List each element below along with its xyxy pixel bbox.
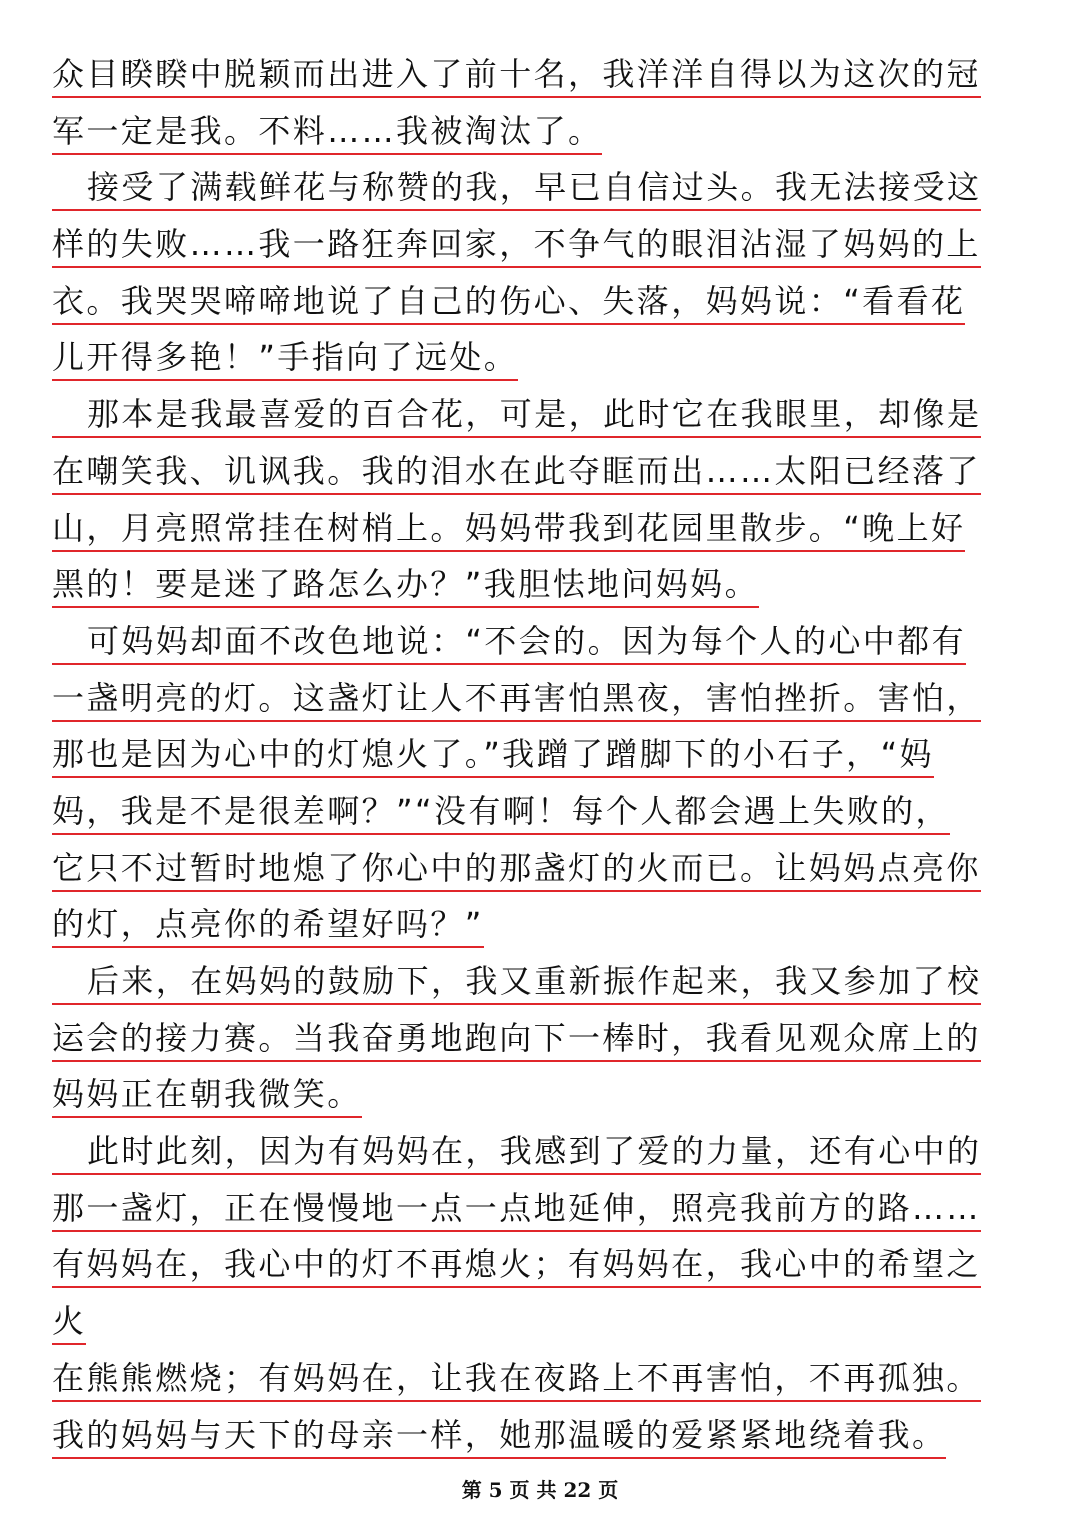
line-text: 后来，在妈妈的鼓励下，我又重新振作起来，我又参加了校 — [52, 961, 981, 1005]
text-line-14 — [52, 787, 1032, 844]
text-line-6 — [52, 333, 1032, 390]
line-text: 那一盏灯，正在慢慢地一点一点地延伸，照亮我前方的路…… — [52, 1188, 981, 1232]
text-line-22 — [52, 1240, 1032, 1297]
text-line-20 — [52, 1127, 1032, 1184]
text-line-24 — [52, 1354, 1032, 1411]
line-text: 可妈妈却面不改色地说：“不会的。因为每个人的心中都有 — [52, 621, 966, 665]
page-number-footer: 第 5 页 共 22 页 — [461, 1478, 619, 1502]
line-text: 火 — [52, 1301, 86, 1345]
line-text: 接受了满载鲜花与称赞的我，早已自信过头。我无法接受这 — [52, 167, 981, 211]
line-text: 军一定是我。不料……我被淘汰了。 — [52, 111, 602, 155]
line-text: 一盏明亮的灯。这盏灯让人不再害怕黑夜，害怕挫折。害怕， — [52, 678, 981, 722]
line-text: 我的妈妈与天下的母亲一样，她那温暖的爱紧紧地绕着我。 — [52, 1415, 946, 1459]
text-line-23 — [52, 1297, 1032, 1354]
line-text: 儿开得多艳！”手指向了远处。 — [52, 337, 518, 381]
line-text: 黑的！要是迷了路怎么办？”我胆怯地问妈妈。 — [52, 564, 759, 608]
line-text: 山，月亮照常挂在树梢上。妈妈带我到花园里散步。“晚上好 — [52, 508, 965, 552]
line-text: 妈，我是不是很差啊？”“没有啊！每个人都会遇上失败的， — [52, 791, 950, 835]
text-line-9 — [52, 504, 1032, 561]
line-text: 样的失败……我一路狂奔回家，不争气的眼泪沾湿了妈妈的上 — [52, 224, 981, 268]
line-text: 那也是因为心中的灯熄火了。”我蹭了蹭脚下的小石子，“妈 — [52, 734, 934, 778]
line-text: 妈妈正在朝我微笑。 — [52, 1074, 362, 1118]
text-line-3 — [52, 163, 1032, 220]
text-line-17 — [52, 957, 1032, 1014]
line-text: 那本是我最喜爱的百合花，可是，此时它在我眼里，却像是 — [52, 394, 981, 438]
line-text: 众目睽睽中脱颖而出进入了前十名，我洋洋自得以为这次的冠 — [52, 54, 981, 98]
text-line-11 — [52, 617, 1032, 674]
text-line-13 — [52, 730, 1032, 787]
text-line-8 — [52, 447, 1032, 504]
text-line-18 — [52, 1014, 1032, 1071]
text-line-5 — [52, 277, 1032, 334]
line-text: 的灯，点亮你的希望好吗？” — [52, 904, 484, 948]
line-text: 有妈妈在，我心中的灯不再熄火；有妈妈在，我心中的希望之 — [52, 1244, 981, 1288]
text-line-7 — [52, 390, 1032, 447]
line-text: 此时此刻，因为有妈妈在，我感到了爱的力量，还有心中的 — [52, 1131, 981, 1175]
text-line-16 — [52, 900, 1032, 957]
document-body — [52, 50, 1032, 1467]
line-text: 它只不过暂时地熄了你心中的那盏灯的火而已。让妈妈点亮你 — [52, 848, 981, 892]
text-line-15 — [52, 844, 1032, 901]
text-line-25 — [52, 1411, 1032, 1468]
line-text: 在熊熊燃烧；有妈妈在，让我在夜路上不再害怕，不再孤独。 — [52, 1358, 981, 1402]
line-text: 在嘲笑我、讥讽我。我的泪水在此夺眶而出……太阳已经落了 — [52, 451, 981, 495]
text-line-2 — [52, 107, 1032, 164]
text-line-21 — [52, 1184, 1032, 1241]
line-text: 运会的接力赛。当我奋勇地跑向下一棒时，我看见观众席上的 — [52, 1018, 981, 1062]
text-line-1 — [52, 50, 1032, 107]
text-line-4 — [52, 220, 1032, 277]
text-line-19 — [52, 1070, 1032, 1127]
line-text: 衣。我哭哭啼啼地说了自己的伤心、失落，妈妈说：“看看花 — [52, 281, 965, 325]
text-line-12 — [52, 674, 1032, 731]
text-line-10 — [52, 560, 1032, 617]
